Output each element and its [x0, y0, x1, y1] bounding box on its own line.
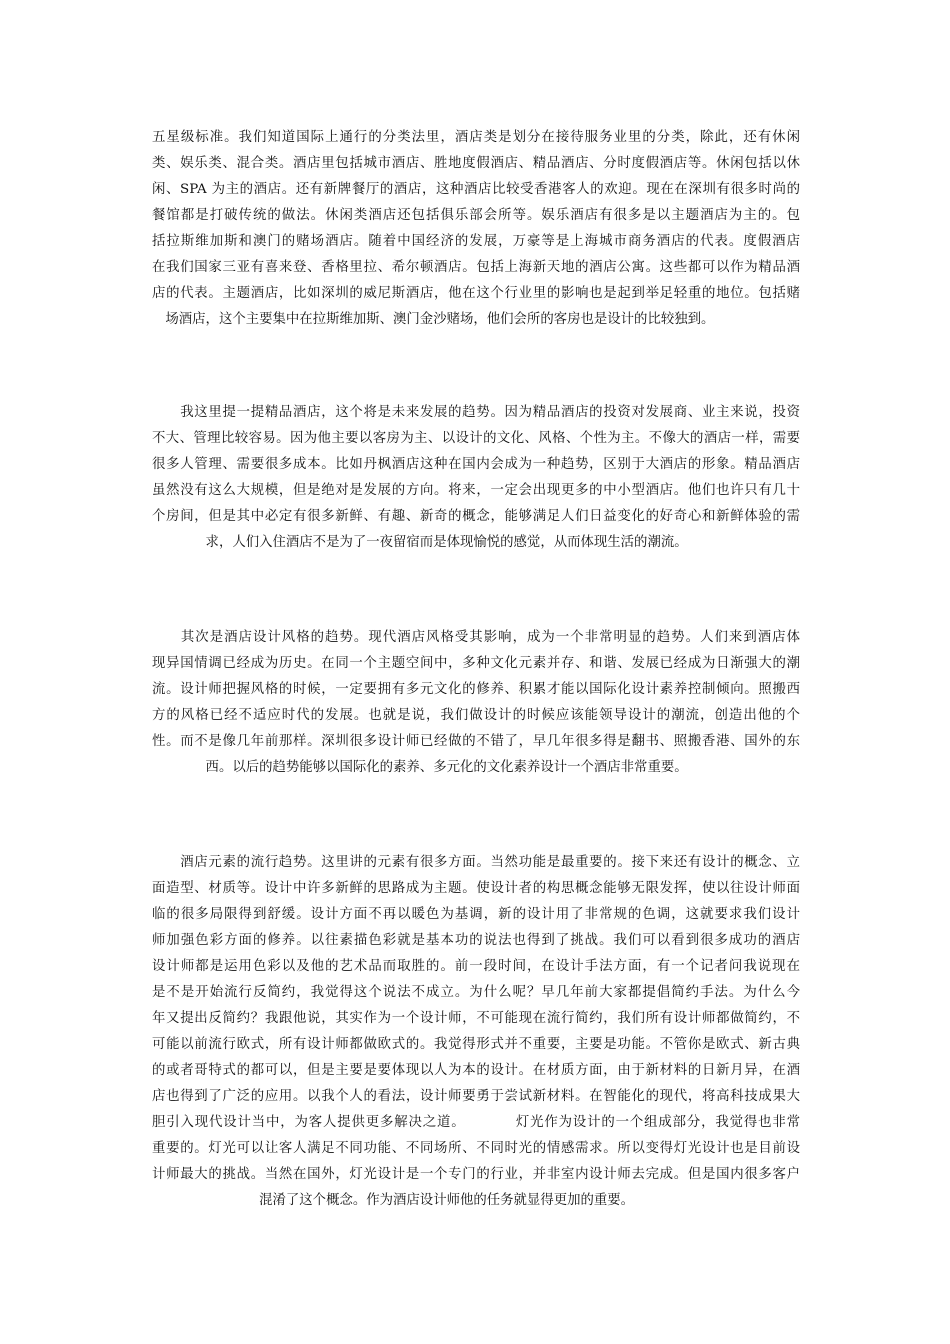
text-line: 其次是酒店设计风格的趋势。现代酒店风格受其影响，成为一个非常明显的趋势。人们来到酒店体: [152, 630, 800, 645]
text-line: 现异国情调已经成为历史。在同一个主题空间中，多种文化元素并存、和谐、发展已经成为日渐强大的潮: [152, 656, 800, 671]
paragraph-hotel-classification: [152, 125, 800, 333]
text-line: 店的代表。主题酒店，比如深圳的威尼斯酒店，他在这个行业里的影响也是起到举足轻重的地位。包括赌: [152, 286, 800, 301]
text-line: 很多人管理、需要很多成本。比如丹枫酒店这种在国内会成为一种趋势，区别于大酒店的形象。精品酒店: [152, 457, 800, 472]
text-line: 流。设计师把握风格的时候，一定要拥有多元文化的修养、积累才能以国际化设计素养控制倾向。照搬西: [152, 682, 800, 697]
text-line: 性。而不是像几年前那样。深圳很多设计师已经做的不错了，早几年很多得是翻书、照搬香港、国外的东: [152, 734, 800, 749]
text-line: 酒店元素的流行趋势。这里讲的元素有很多方面。当然功能是最重要的。接下来还有设计的概念、立: [152, 855, 800, 870]
text-line: 混淆了这个概念。作为酒店设计师他的任务就显得更加的重要。: [152, 1193, 635, 1208]
text-line: 虽然没有这么大规模，但是绝对是发展的方向。将来，一定会出现更多的中小型酒店。他们也许只有几十: [152, 483, 800, 498]
text-line: 是不是开始流行反简约，我觉得这个说法不成立。为什么呢？早几年前大家都提倡简约手法。为什么今: [152, 985, 800, 1000]
text-line: 个房间，但是其中必定有很多新鲜、有趣、新奇的概念，能够满足人们日益变化的好奇心和新鲜体验的需: [152, 509, 800, 524]
text-line: 我这里提一提精品酒店，这个将是未来发展的趋势。因为精品酒店的投资对发展商、业主来说，投资: [152, 405, 800, 420]
text-line: 可能以前流行欧式，所有设计师都做欧式的。我觉得形式并不重要，主要是功能。不管你是欧式、新古典: [152, 1037, 800, 1052]
paragraph-boutique-hotels: [152, 400, 800, 556]
text-line: 年又提出反简约？我跟他说，其实作为一个设计师，不可能现在流行简约，我们所有设计师都做简约，不: [152, 1011, 800, 1026]
text-line: 方的风格已经不适应时代的发展。也就是说，我们做设计的时候应该能领导设计的潮流，创造出他的个: [152, 708, 800, 723]
text-line: 在我们国家三亚有喜来登、香格里拉、希尔顿酒店。包括上海新天地的酒店公寓。这些都可以作为精品酒: [152, 260, 800, 275]
text-line: 场酒店，这个主要集中在拉斯维加斯、澳门金沙赌场，他们会所的客房也是设计的比较独到。: [152, 312, 715, 327]
text-line: 西。以后的趋势能够以国际化的素养、多元化的文化素养设计一个酒店非常重要。: [152, 760, 688, 775]
text-line: 临的很多局限得到舒缓。设计方面不再以暖色为基调，新的设计用了非常规的色调，这就要求我们设计: [152, 907, 800, 922]
text-line: 五星级标准。我们知道国际上通行的分类法里，酒店类是划分在接待服务业里的分类，除此，还有休闲: [152, 130, 800, 145]
text-line: 类、娱乐类、混合类。酒店里包括城市酒店、胜地度假酒店、精品酒店、分时度假酒店等。休闲包括以休: [152, 156, 800, 171]
text-line: 闲、SPA 为主的酒店。还有新牌餐厅的酒店，这种酒店比较受香港客人的欢迎。现在在深圳有很多时尚的: [152, 182, 800, 197]
text-line: 的或者哥特式的都可以，但是主要是要体现以人为本的设计。在材质方面，由于新材料的日新月异，在酒: [152, 1063, 800, 1078]
text-line: 师加强色彩方面的修养。以往素描色彩就是基本功的说法也得到了挑战。我们可以看到很多成功的酒店: [152, 933, 800, 948]
paragraph-design-elements-trend: [152, 850, 800, 1214]
text-line: 面造型、材质等。设计中许多新鲜的思路成为主题。使设计者的构思概念能够无限发挥，使以往设计师面: [152, 881, 800, 896]
text-line: 胆引入现代设计当中，为客人提供更多解决之道。 灯光作为设计的一个组成部分，我觉得也非常: [152, 1115, 800, 1130]
paragraph-design-style-trend: [152, 625, 800, 781]
text-line: 店也得到了广泛的应用。以我个人的看法，设计师要勇于尝试新材料。在智能化的现代，将高科技成果大: [152, 1089, 800, 1104]
text-line: 餐馆都是打破传统的做法。休闲类酒店还包括俱乐部会所等。娱乐酒店有很多是以主题酒店为主的。包: [152, 208, 800, 223]
text-line: 不大、管理比较容易。因为他主要以客房为主、以设计的文化、风格、个性为主。不像大的酒店一样，需要: [152, 431, 800, 446]
text-line: 设计师都是运用色彩以及他的艺术品而取胜的。前一段时间，在设计手法方面，有一个记者问我说现在: [152, 959, 800, 974]
text-line: 重要的。灯光可以让客人满足不同功能、不同场所、不同时光的情感需求。所以变得灯光设计也是目前设: [152, 1141, 800, 1156]
text-line: 求，人们入住酒店不是为了一夜留宿而是体现愉悦的感觉，从而体现生活的潮流。: [152, 535, 688, 550]
text-line: 括拉斯维加斯和澳门的赌场酒店。随着中国经济的发展，万豪等是上海城市商务酒店的代表。度假酒店: [152, 234, 800, 249]
text-line: 计师最大的挑战。当然在国外，灯光设计是一个专门的行业，并非室内设计师去完成。但是国内很多客户: [152, 1167, 800, 1182]
